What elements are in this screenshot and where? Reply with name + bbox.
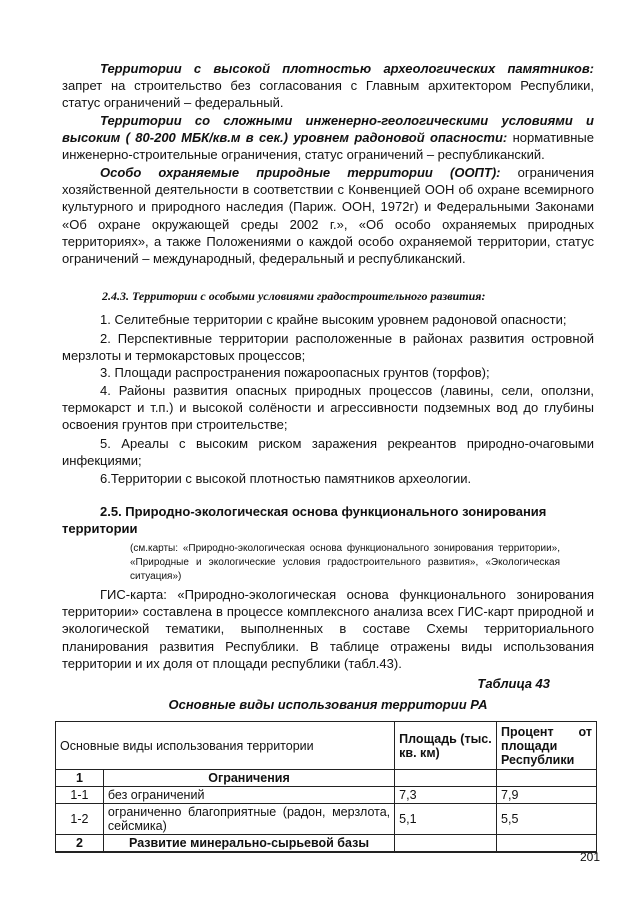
cell-row-number: 1-2	[56, 804, 104, 835]
header-area: Площадь (тыс. кв. км)	[395, 722, 497, 770]
cell-category: Развитие минерально-сырьевой базы	[103, 835, 394, 853]
table-row	[56, 787, 597, 804]
cell-area: 5,1	[395, 804, 497, 835]
table-row	[56, 804, 597, 835]
cell-category: без ограничений	[103, 787, 394, 804]
maps-note: (см.карты: «Природно-экологическая основа функционального зонирования территории», «Природные и экологические условия градостроительного развития», «Экологическая ситуация»)	[130, 543, 560, 582]
text-oopt: ограничения хозяйственной деятельности в соответствии с Конвенцией ООН об охране всемирного культурного и природного наследия (Париж. ООН, 1972г) и Федеральными Законами «Об охране окружающей среды 2002 г.», «Об особо охраняемых природных территориях», а также Положениями о каждой особо охраняемой территории, статус ограничений – международный, федеральный и республиканский.	[62, 165, 594, 267]
cell-row-number: 2	[56, 835, 104, 853]
text-geology-radon: нормативные инженерно-строительные ограничения, статус ограничений – республиканский.	[62, 130, 594, 163]
list-item: 5. Ареалы с высоким риском заражения рекреантов природно-очаговыми инфекциями;	[62, 436, 594, 469]
paragraph-archaeology	[62, 60, 594, 112]
list-item: 3. Площади распространения пожароопасных грунтов (торфов);	[100, 365, 490, 380]
cell-percent: 7,9	[497, 787, 597, 804]
table-number: Таблица 43	[477, 676, 550, 691]
subheading-special-conditions: 2.4.3. Территории с особыми условиями градостроительного развития:	[102, 289, 486, 303]
text-archaeology: запрет на строительство без согласования с Главным архитектором Республики, статус ограничений – федеральный.	[62, 78, 594, 111]
list-item: 2. Перспективные территории расположенные в районах развития островной мерзлоты и термокарстовых процессов;	[62, 331, 594, 364]
table-row	[56, 835, 597, 853]
cell-category: Ограничения	[103, 770, 394, 787]
table-row	[56, 770, 597, 787]
term-oopt: Особо охраняемые природные территории (ООПТ):	[100, 165, 501, 180]
term-archaeology: Территории с высокой плотностью археологических памятников:	[100, 61, 594, 76]
cell-row-number: 1	[56, 770, 104, 787]
list-item: 6.Территории с высокой плотностью памятников археологии.	[100, 471, 472, 486]
cell-category: ограниченно благоприятные (радон, мерзлота, сейсмика)	[103, 804, 394, 835]
list-item: 1. Селитебные территории с крайне высоким уровнем радоновой опасности;	[100, 312, 567, 327]
land-use-table	[55, 721, 597, 853]
table-title: Основные виды использования территории РА	[168, 697, 488, 712]
header-percent: Процент от площади Республики	[497, 722, 597, 770]
table-header-row	[56, 722, 597, 770]
term-geology-radon: Территории со сложными инженерно-геологическими условиями и высоким ( 80-200 МБК/кв.м в сек.) уровнем радоновой опасности:	[62, 113, 594, 146]
gis-paragraph: ГИС-карта: «Природно-экологическая основа функционального зонирования территории» составлена в процессе комплексного анализа всех ГИС-карт природной и экологической тематики, выполненных в составе Схемы территориального планирования развития Республики. В таблице отражены виды использования территории и их доля от площади республики (табл.43).	[62, 587, 594, 671]
cell-row-number: 1-1	[56, 787, 104, 804]
cell-area: 7,3	[395, 787, 497, 804]
list-item: 4. Районы развития опасных природных процессов (лавины, сели, оползни, термокарст и т.п.) и высокой солёности и агрессивности подземных вод до глубины освоения грунтов при строительстве;	[62, 383, 594, 433]
section-heading: 2.5. Природно-экологическая основа функционального зонирования территории	[62, 504, 547, 536]
cell-percent: 5,5	[497, 804, 597, 835]
paragraph-oopt	[62, 164, 594, 267]
header-land-use-type: Основные виды использования территории	[56, 722, 395, 770]
paragraph-geology-radon	[62, 112, 594, 164]
page-number: 201	[579, 850, 600, 864]
